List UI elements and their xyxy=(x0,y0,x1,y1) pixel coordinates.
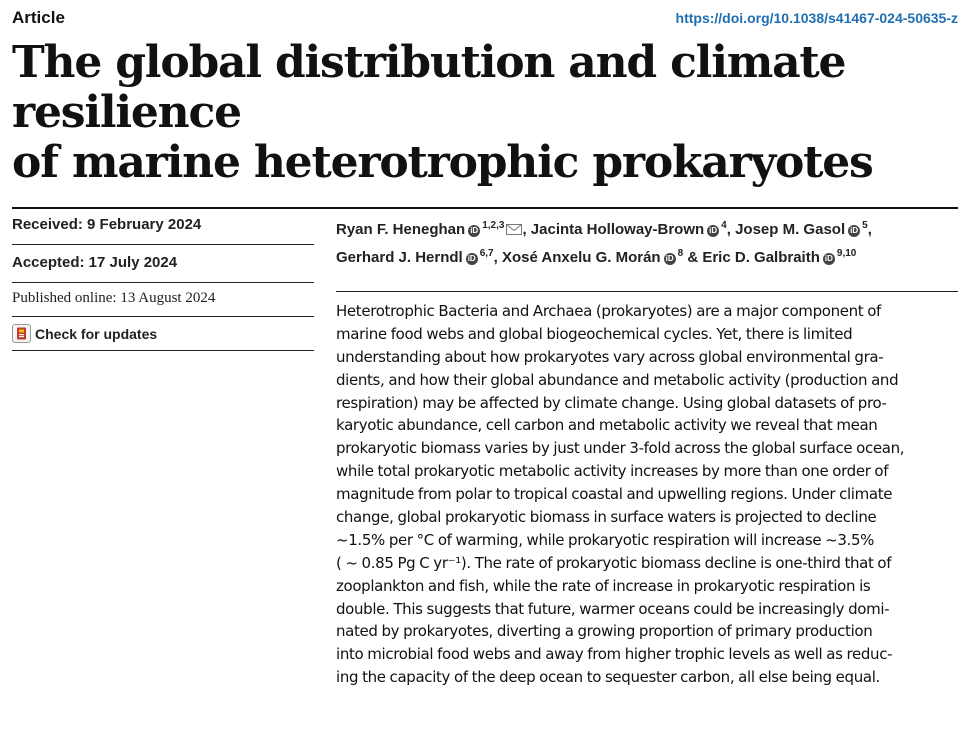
abstract-line: change, global prokaryotic biomass in surface waters is projected to decline xyxy=(336,508,877,527)
author[interactable]: Eric D. Galbraith iD $^{9,10}$ xyxy=(702,248,857,266)
abstract-line: into microbial food webs and away from higher trophic levels as well as reduc- xyxy=(336,645,893,664)
abstract-line: ~1.5% per °C of warming, while prokaryotic respiration will increase ~3.5% xyxy=(336,530,875,549)
author[interactable]: Ryan F. Heneghan iD $^{1,2,3}$ , xyxy=(336,221,527,238)
article-title xyxy=(12,38,962,188)
received-date: Received: 9 February 2024 xyxy=(12,216,202,233)
article-type-label: Article xyxy=(12,8,65,27)
orcid-icon[interactable]: iD xyxy=(850,226,859,235)
author[interactable]: Gerhard J. Herndl iD $^{6,7}$, xyxy=(336,248,498,266)
abstract-line: Heterotrophic Bacteria and Archaea (prokaryotes) are a major component of xyxy=(336,302,881,320)
abstract-line: double. This suggests that future, warmer oceans could be increasingly domi- xyxy=(336,599,890,618)
check-for-updates-button[interactable] xyxy=(12,324,157,343)
orcid-icon[interactable]: iD xyxy=(709,226,718,235)
abstract-line: nated by prokaryotes, diverting a growing proportion of primary production xyxy=(336,622,873,641)
orcid-icon[interactable]: iD xyxy=(824,254,833,263)
author-affiliation: 8 xyxy=(677,248,684,259)
abstract-line: understanding about how prokaryotes vary across global environmental gra- xyxy=(336,347,884,366)
abstract-line: respiration) may be affected by climate change. Using global datasets of pro- xyxy=(336,393,887,412)
abstract-divider xyxy=(336,291,958,292)
published-date: Published online: 13 August 2024 xyxy=(12,290,216,306)
divider xyxy=(12,244,314,245)
orcid-icon[interactable]: iD xyxy=(470,226,479,235)
title-line: of marine heterotrophic prokaryotes xyxy=(12,137,873,188)
update-icon xyxy=(12,324,31,343)
author[interactable]: Xosé Anxelu G. Morán iD $^8$ & xyxy=(501,248,699,266)
abstract-line: ( ~ 0.85 Pg C yr⁻¹). The rate of prokaryotic biomass decline is one-third that of xyxy=(336,553,892,572)
author-affiliation: 4 xyxy=(721,220,727,231)
doi-link[interactable]: https://doi.org/10.1038/s41467-024-50635-z xyxy=(675,10,958,26)
abstract-line: zooplankton and fish, while the rate of increase in prokaryotic respiration is xyxy=(336,576,871,595)
divider xyxy=(12,282,314,283)
author-affiliation: 5 xyxy=(862,220,868,231)
author-affiliation: 9,10 xyxy=(836,248,857,259)
author-affiliation: 6,7 xyxy=(479,248,494,259)
author-affiliation: 1,2,3 xyxy=(482,220,505,231)
abstract-line: marine food webs and global biogeochemical cycles. Yet, there is limited xyxy=(336,324,853,343)
orcid-icon[interactable]: iD xyxy=(665,254,674,263)
abstract-line: dients, and how their global abundance and metabolic activity (production and xyxy=(336,370,899,389)
abstract xyxy=(336,300,961,689)
abstract-line: prokaryotic biomass varies by just under 3-fold across the global surface ocean, xyxy=(336,439,905,458)
abstract-line: ing the capacity of the deep ocean to sequester carbon, all else being equal. xyxy=(336,668,880,687)
check-for-updates-label: Check for updates xyxy=(35,325,158,342)
header-divider xyxy=(12,207,958,209)
title-line: The global distribution and climate resilience xyxy=(12,37,846,138)
divider xyxy=(12,350,314,351)
abstract-line: karyotic abundance, cell carbon and metabolic activity we reveal that mean xyxy=(336,416,878,435)
author[interactable]: Jacinta Holloway-Brown iD $^4$, xyxy=(530,220,731,238)
divider xyxy=(12,316,314,317)
abstract-line: while total prokaryotic metabolic activity increases by more than one order of xyxy=(336,462,889,481)
orcid-icon[interactable]: iD xyxy=(467,254,476,263)
abstract-line: magnitude from polar to tropical coastal and upwelling regions. Under climate xyxy=(336,485,893,504)
author[interactable]: Josep M. Gasol iD $^5$, xyxy=(735,220,872,238)
email-icon[interactable] xyxy=(506,219,522,242)
accepted-date: Accepted: 17 July 2024 xyxy=(12,254,178,271)
author-list xyxy=(336,214,960,269)
